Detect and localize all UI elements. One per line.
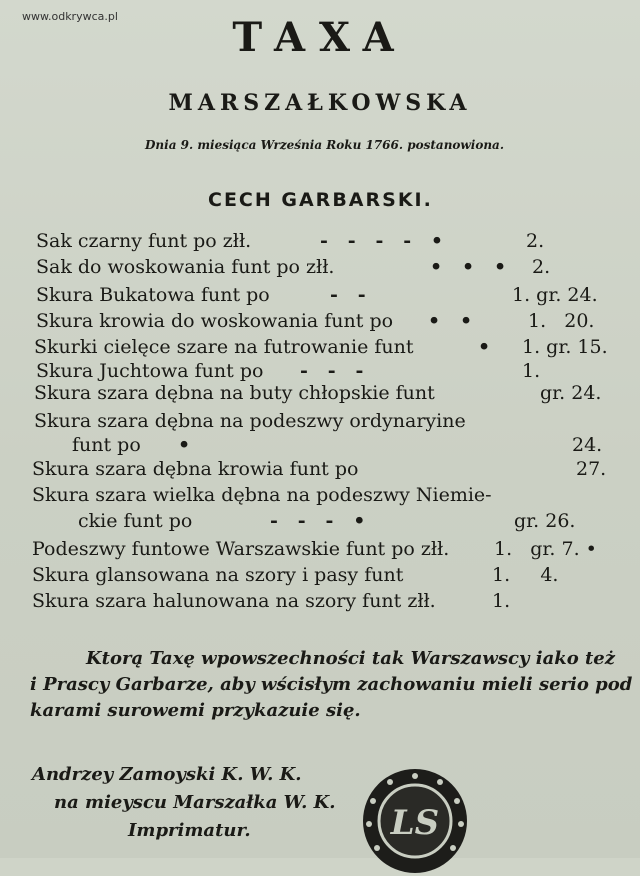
leader-dots: •	[478, 336, 491, 358]
item-label: Skura glansowana na szory i pasy funt	[32, 564, 404, 586]
item-label: Skura Bukatowa funt po	[36, 284, 270, 306]
item-price: gr. 24.	[540, 382, 602, 404]
price-row	[0, 590, 640, 616]
paragraph-line: karami surowemi przykazuie się.	[30, 700, 361, 721]
item-label: Sak czarny funt po złł.	[36, 230, 252, 252]
page-title: TAXA	[232, 14, 408, 61]
price-row	[0, 538, 640, 564]
paragraph-line: Ktorą Taxę wpowszechności tak Warszawscy iako też	[86, 648, 615, 669]
item-label: Skurki cielęce szare na futrowanie funt	[34, 336, 414, 358]
item-label: Sak do woskowania funt po złł.	[36, 256, 335, 278]
item-price: 1. gr. 7. •	[494, 538, 597, 560]
price-row	[0, 564, 640, 590]
leader-dots: • •	[428, 310, 473, 332]
leader-dots: • • •	[430, 256, 507, 278]
item-price: 1. gr. 24.	[512, 284, 598, 306]
section-title: CECH GARBARSKI.	[208, 189, 433, 211]
seal-stamp-icon	[360, 766, 470, 876]
item-price: 2.	[526, 230, 545, 252]
item-label: Skura szara dębna krowia funt po	[32, 458, 359, 480]
page-subtitle: MARSZAŁKOWSKA	[168, 90, 472, 116]
item-price: 1. 4.	[492, 564, 559, 586]
price-row	[0, 510, 640, 536]
price-row	[0, 484, 640, 510]
item-price: 2.	[532, 256, 551, 278]
item-price: 24.	[572, 434, 603, 456]
item-price: gr. 26.	[514, 510, 576, 532]
item-label: Skura szara halunowana na szory funt złł.	[32, 590, 436, 612]
item-label: Skura szara dębna na buty chłopskie funt	[34, 382, 435, 404]
signature-name: Andrzey Zamoyski K. W. K.	[32, 764, 302, 785]
item-price: 1.	[492, 590, 511, 612]
leader-dots: - -	[330, 284, 366, 306]
item-label: Podeszwy funtowe Warszawskie funt po złł.	[32, 538, 450, 560]
watermark: www.odkrywca.pl	[22, 10, 118, 23]
price-row	[0, 284, 640, 310]
item-label: Skura szara wielka dębna na podeszwy Niemie-	[32, 484, 492, 506]
price-row	[0, 310, 640, 336]
item-label: funt po	[72, 434, 141, 456]
date-line: Dnia 9. miesiąca Września Roku 1766. postanowiona.	[145, 138, 505, 152]
item-label: Skura szara dębna na podeszwy ordynaryine	[34, 410, 466, 432]
item-price: 27.	[576, 458, 607, 480]
leader-dots: - - - •	[270, 510, 366, 532]
leader-dots: - - -	[300, 360, 364, 382]
price-row	[0, 336, 640, 362]
leader-dots: - - - - •	[320, 230, 444, 252]
item-price: 1.	[522, 360, 541, 382]
paragraph-line: i Prascy Garbarze, aby wścisłym zachowaniu mieli serio pod	[30, 674, 633, 695]
item-label: Skura krowia do woskowania funt po	[36, 310, 394, 332]
item-label: ckie funt po	[78, 510, 193, 532]
price-row	[0, 256, 640, 282]
item-label: Skura Juchtowa funt po	[36, 360, 264, 382]
seal-text: LS	[390, 803, 440, 843]
price-row	[0, 410, 640, 436]
price-row	[0, 434, 640, 460]
signature-title: na mieyscu Marszałka W. K.	[54, 792, 336, 813]
item-price: 1. 20.	[528, 310, 595, 332]
leader-dots: •	[178, 434, 191, 456]
price-row	[0, 230, 640, 256]
price-row	[0, 458, 640, 484]
imprimatur: Imprimatur.	[128, 820, 251, 841]
item-price: 1. gr. 15.	[522, 336, 608, 358]
price-row	[0, 382, 640, 408]
